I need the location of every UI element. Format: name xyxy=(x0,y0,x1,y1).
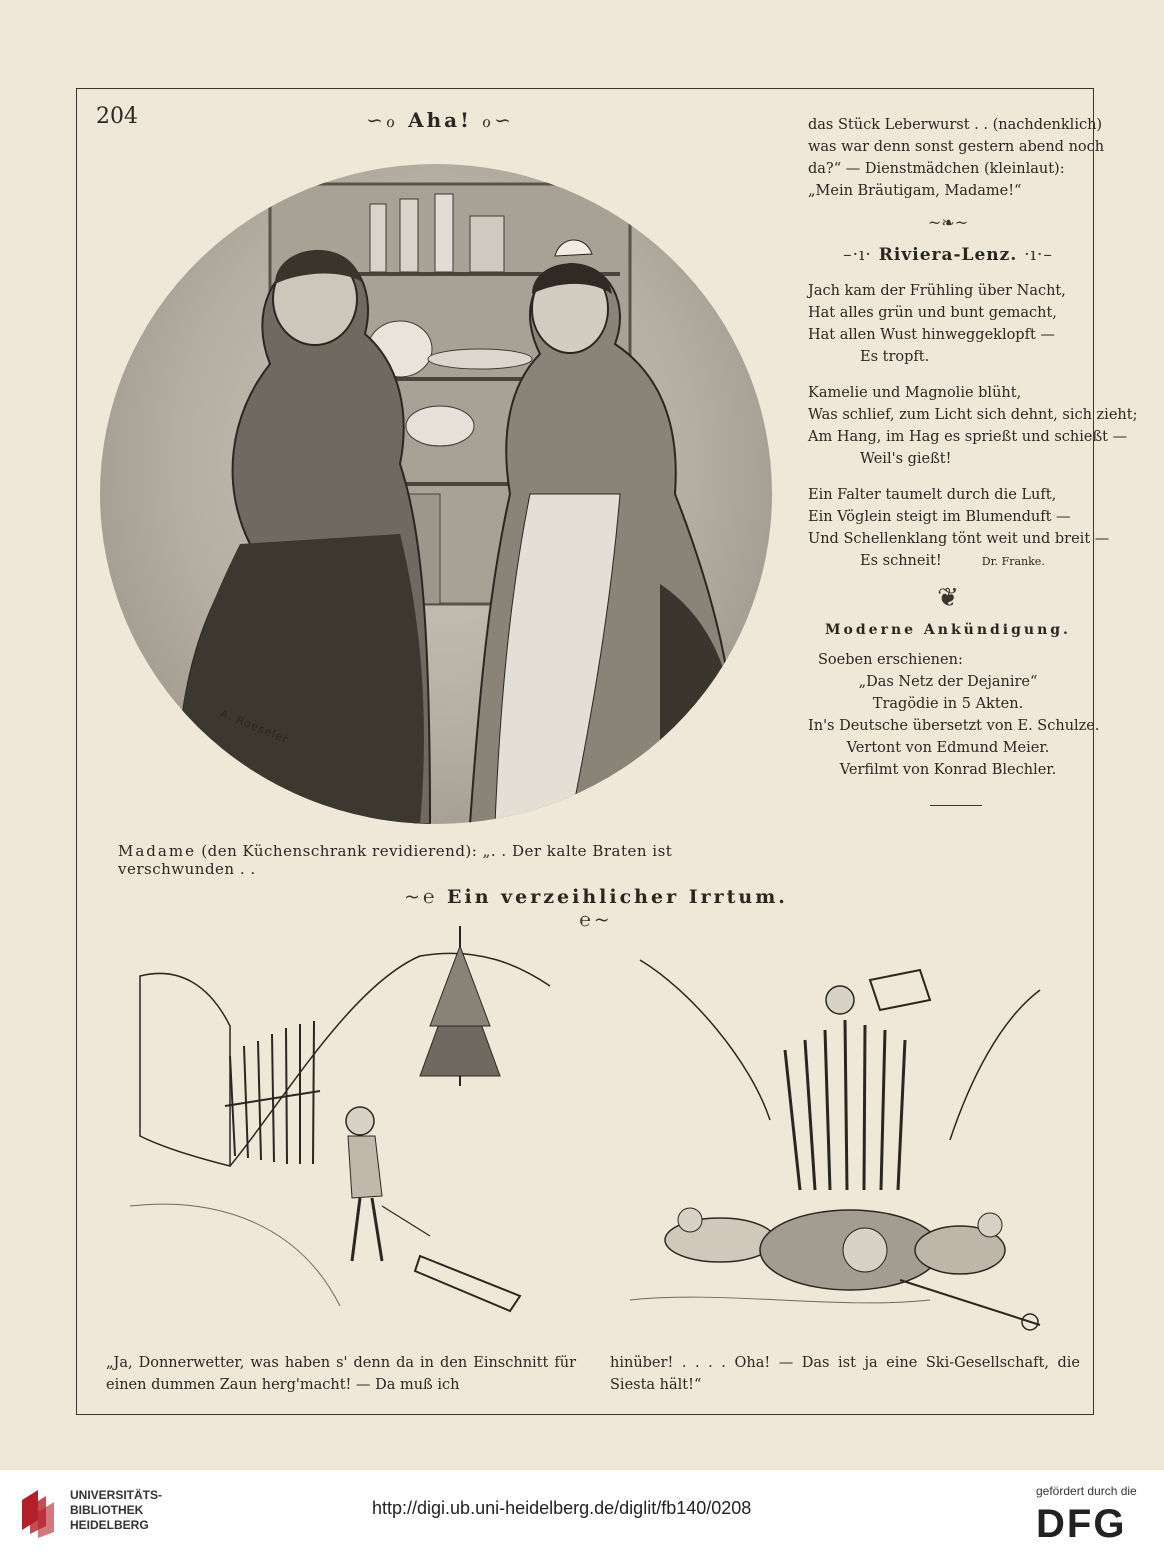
artist-signature: A. Roeseler xyxy=(218,706,291,747)
stage-direction: (den Küchenschrank revidierend): xyxy=(201,842,478,860)
poem-title-text: Riviera-Lenz. xyxy=(878,245,1018,265)
flower-ornament-icon: ❦ xyxy=(937,583,959,613)
divider xyxy=(930,805,982,806)
poem-stanza-3 xyxy=(808,484,1110,573)
verse-text: Es schneit! xyxy=(860,553,942,569)
caption-continuation xyxy=(808,114,1105,202)
digitization-footer xyxy=(0,1470,1164,1562)
digital-copy-link[interactable]: http://digi.ub.uni-heidelberg.de/diglit/fb140/0208 xyxy=(372,1498,752,1518)
verse-line: Hat alles grün und bunt gemacht, xyxy=(808,305,1057,321)
poem-author: Dr. Franke. xyxy=(981,555,1045,568)
announcement-line: Tragödie in 5 Akten. xyxy=(872,696,1024,712)
verse-line: Ein Vöglein steigt im Blumenduft — xyxy=(808,509,1071,525)
right-column xyxy=(808,114,1138,806)
ski-party-drawing xyxy=(600,950,1070,1350)
poem-stanza-2 xyxy=(808,382,1138,470)
kitchen-illustration xyxy=(100,164,772,824)
library-line: UNIVERSITÄTS- xyxy=(70,1488,163,1502)
upright-skis xyxy=(785,1020,905,1190)
verse-line: Ein Falter taumelt durch die Luft, xyxy=(808,487,1057,503)
page-number: 204 xyxy=(96,104,138,129)
verse-line xyxy=(808,550,1088,573)
announcement-line: Soeben erschienen: xyxy=(818,652,963,668)
ski-party-illustration xyxy=(600,950,1070,1350)
poem-stanza-1 xyxy=(808,280,1088,368)
title-text: Aha! xyxy=(408,108,472,132)
verse-line: Was schlief, zum Licht sich dehnt, sich zieht; xyxy=(808,407,1138,423)
man-with-sled xyxy=(346,1107,520,1311)
poem-ornament-left-icon: –·ı· xyxy=(843,245,872,265)
announcement-line: Vertont von Edmund Meier. xyxy=(846,740,1050,756)
text-line: „Mein Bräutigam, Madame!“ xyxy=(808,183,1022,199)
library-line: HEIDELBERG xyxy=(70,1518,149,1532)
skier-fence-illustration xyxy=(120,906,560,1346)
fir-tree xyxy=(420,926,500,1086)
announcement-title: Moderne Ankündigung. xyxy=(825,622,1071,638)
kitchen-scene-drawing xyxy=(100,164,772,824)
verse-line: Kamelie und Magnolie blüht, xyxy=(808,385,1022,401)
cartoon-title-aha xyxy=(340,108,540,132)
verse-line: Und Schellenklang tönt weit und breit — xyxy=(808,531,1110,547)
text-line: da?“ — Dienstmädchen (kleinlaut): xyxy=(808,161,1065,177)
irrtum-ornament-left-icon: ~℮ xyxy=(404,886,438,908)
dfg-logo: DFG xyxy=(1036,1502,1127,1546)
funding-label: gefördert durch die xyxy=(1036,1484,1137,1498)
verse-line: Jach kam der Frühling über Nacht, xyxy=(808,283,1066,299)
text-line: was war denn sonst gestern abend noch xyxy=(808,139,1105,155)
announcement-line: Verfilmt von Konrad Blechler. xyxy=(839,762,1057,778)
speaker-name: Madame xyxy=(118,842,196,860)
irrtum-title-text: Ein verzeihlicher Irrtum. xyxy=(447,886,788,908)
verse-line: Am Hang, im Hag es sprießt und schießt — xyxy=(808,429,1128,445)
bottom-caption-right: hinüber! . . . . Oha! — Das ist ja eine Ski-Gesellschaft, die Siesta hält!“ xyxy=(610,1355,1080,1393)
poem-title xyxy=(808,244,1088,266)
resting-skiers xyxy=(665,1208,1005,1290)
university-library-logo-icon xyxy=(16,1486,62,1538)
announcement-line: „Das Netz der Dejanire“ xyxy=(858,674,1038,690)
verse-line: Weil's gießt! xyxy=(860,451,952,467)
skier-fence-drawing xyxy=(120,906,560,1346)
ornament-right-icon: ℴ∽ xyxy=(481,108,514,132)
verse-line: Hat allen Wust hinweggeklopft — xyxy=(808,327,1055,343)
announcement-line: In's Deutsche übersetzt von E. Schulze. xyxy=(808,718,1100,734)
library-name xyxy=(70,1488,162,1533)
text-line: das Stück Leberwurst . . (nachdenklich) xyxy=(808,117,1103,133)
cartoon-caption-madame xyxy=(118,842,778,878)
library-line: BIBLIOTHEK xyxy=(70,1503,144,1517)
bottom-caption-left: „Ja, Donnerwetter, was haben s' denn da in den Einschnitt für einen dummen Zaun herg'macht! — Da muß ich xyxy=(106,1355,576,1393)
irrtum-ornament-right-icon: ℮~ xyxy=(579,909,613,931)
fence-skis xyxy=(225,1021,320,1164)
poem-ornament-right-icon: ·ı·– xyxy=(1024,245,1053,265)
quote-text: „. . Der kalte Braten ist verschwunden . . xyxy=(118,842,673,878)
separator-ornament-icon: ~❧~ xyxy=(927,213,969,232)
verse-line: Es tropft. xyxy=(860,349,930,365)
ornament-left-icon: ∽ℴ xyxy=(366,108,399,132)
